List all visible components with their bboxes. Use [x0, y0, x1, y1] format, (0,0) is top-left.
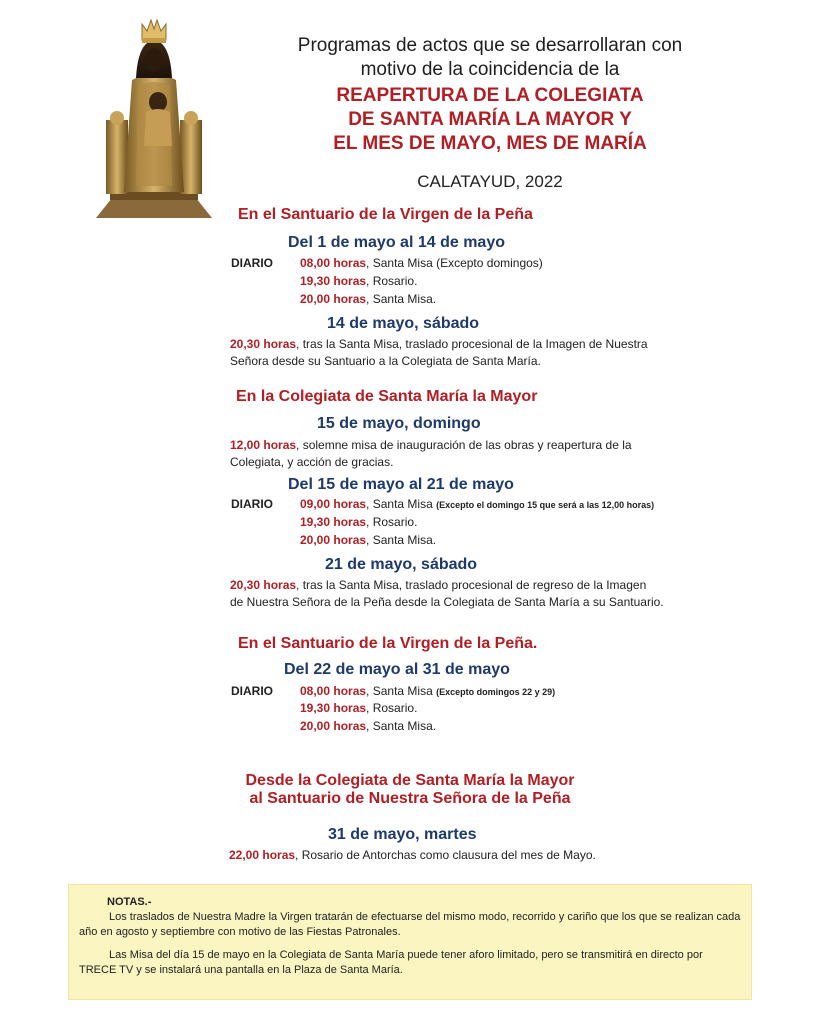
item-time: 20,00 horas: [300, 292, 367, 306]
event-line-1: , tras la Santa Misa, traslado procesional de la Imagen de Nuestra: [296, 337, 648, 351]
section3-item: [300, 684, 555, 698]
item-time: 19,30 horas: [300, 274, 367, 288]
item-time: 19,30 horas: [300, 701, 367, 715]
intro-line-2: motivo de la coincidencia de la: [360, 59, 620, 80]
item-time: 20,00 horas: [300, 719, 367, 733]
headline-line-1: REAPERTURA DE LA COLEGIATA: [336, 85, 644, 106]
item-time: 20,00 horas: [300, 533, 367, 547]
event-line-2: de Nuestra Señora de la Peña desde la Colegiata de Santa María a su Santuario.: [230, 595, 664, 609]
section4-title: [180, 772, 640, 808]
virgin-statue-image: [92, 16, 216, 220]
headline: [240, 84, 740, 156]
event-text: , Rosario de Antorchas como clausura del mes de Mayo.: [295, 848, 596, 862]
section2-item: [300, 515, 417, 529]
intro-text: [240, 34, 740, 82]
section4-event-text: [229, 848, 596, 862]
notes-paragraph-1: Los traslados de Nuestra Madre la Virgen tratarán de efectuarse del mismo modo, recorrido y cariño que los que se realizan cada año en agosto y septiembre con motivo de las Fiestas Patronales.: [79, 911, 741, 938]
section1-event-text: [230, 336, 750, 370]
notes-title: NOTAS.-: [107, 896, 152, 908]
headline-line-3: EL MES DE MAYO, MES DE MARÍA: [333, 133, 647, 154]
section1-range-title: Del 1 de mayo al 14 de mayo: [288, 234, 505, 251]
section2-range-title: Del 15 de mayo al 21 de mayo: [288, 476, 514, 493]
item-time: 08,00 horas: [300, 684, 367, 698]
section1-event-title: 14 de mayo, sábado: [327, 315, 480, 332]
event-time: 20,30 horas: [230, 337, 297, 351]
section2-diario-label: DIARIO: [231, 497, 273, 511]
item-time: 19,30 horas: [300, 515, 367, 529]
section3-title: En el Santuario de la Virgen de la Peña.: [238, 635, 538, 652]
item-text: , Santa Misa.: [366, 719, 437, 733]
section3-diario-label: DIARIO: [231, 684, 273, 698]
item-text: , Santa Misa: [366, 497, 437, 511]
section1-item: [300, 292, 436, 306]
item-note: (Excepto el domingo 15 que será a las 12,00 horas): [436, 500, 655, 510]
intro-line-1: Programas de actos que se desarrollaran con: [297, 35, 683, 56]
section2-event1-title: 15 de mayo, domingo: [317, 415, 481, 432]
section3-item: [300, 719, 436, 733]
event-time: 20,30 horas: [230, 578, 297, 592]
item-time: 08,00 horas: [300, 256, 367, 270]
item-time: 09,00 horas: [300, 497, 367, 511]
section2-item: [300, 533, 436, 547]
item-text: , Santa Misa.: [366, 533, 437, 547]
section1-item: [300, 274, 417, 288]
section2-title: En la Colegiata de Santa María la Mayor: [236, 388, 538, 405]
section4-event-title: 31 de mayo, martes: [328, 826, 477, 843]
item-text: , Santa Misa: [366, 684, 437, 698]
city-year: CALATAYUD, 2022: [417, 172, 563, 191]
item-text: , Santa Misa (Excepto domingos): [366, 256, 543, 270]
item-text: , Rosario.: [366, 701, 418, 715]
section3-item: [300, 701, 417, 715]
item-text: , Rosario.: [366, 274, 418, 288]
event-line-2: Colegiata, y acción de gracias.: [230, 455, 394, 469]
notes-paragraph-2: Las Misa del día 15 de mayo en la Colegiata de Santa María puede tener aforo limitado, pero se transmitirá en directo por TRECE TV y se instalará una pantalla en la Plaza de Santa María.: [79, 949, 703, 976]
section1-diario-label: DIARIO: [231, 256, 273, 270]
notes-box: [68, 884, 752, 1000]
section4-title-line-1: Desde la Colegiata de Santa María la Mayor: [245, 772, 575, 789]
section2-event2-text: [230, 577, 752, 611]
section3-range-title: Del 22 de mayo al 31 de mayo: [284, 661, 510, 678]
item-note: (Excepto domingos 22 y 29): [436, 687, 556, 697]
section4-title-line-2: al Santuario de Nuestra Señora de la Peña: [249, 790, 571, 807]
section2-item: [300, 497, 654, 511]
item-text: , Santa Misa.: [366, 292, 437, 306]
event-time: 12,00 horas: [230, 438, 297, 452]
section2-event1-text: [230, 437, 752, 471]
event-line-2: Señora desde su Santuario a la Colegiata de Santa María.: [230, 354, 541, 368]
headline-line-2: DE SANTA MARÍA LA MAYOR Y: [348, 109, 632, 130]
event-line-1: , solemne misa de inauguración de las obras y reapertura de la: [296, 438, 632, 452]
event-line-1: , tras la Santa Misa, traslado procesional de regreso de la Imagen: [296, 578, 647, 592]
section1-title: En el Santuario de la Virgen de la Peña: [238, 206, 533, 223]
section2-event2-title: 21 de mayo, sábado: [325, 556, 478, 573]
item-text: , Rosario.: [366, 515, 418, 529]
section1-item: [300, 256, 543, 270]
event-time: 22,00 horas: [229, 848, 296, 862]
